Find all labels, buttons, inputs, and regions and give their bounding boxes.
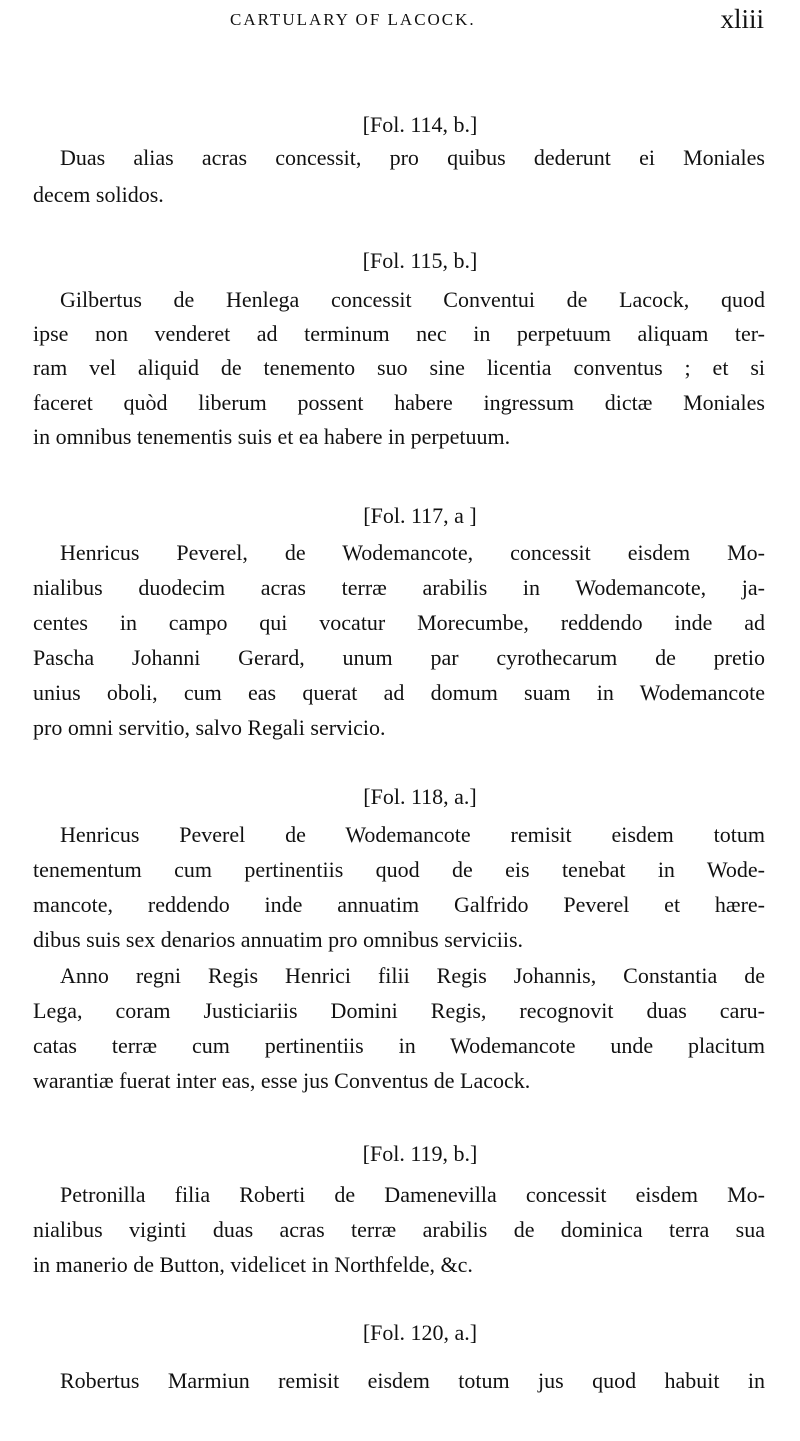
text-line: decem solidos.	[33, 182, 164, 207]
text-line: ram vel aliquid de tenemento suo sine licentia conventus ; et si	[33, 355, 765, 380]
folio-heading: [Fol. 119, b.]	[362, 1141, 478, 1166]
text-line: Duas alias acras concessit, pro quibus dederunt ei Moniales	[60, 145, 765, 170]
folio-heading: [Fol. 117, a ]	[363, 503, 477, 528]
text-line: pro omni servitio, salvo Regali servicio.	[33, 715, 386, 740]
page-number: xliii	[720, 4, 764, 34]
text-line: in omnibus tenementis suis et ea habere in perpetuum.	[33, 424, 511, 449]
text-line: nialibus viginti duas acras terræ arabilis de dominica terra sua	[33, 1217, 765, 1242]
text-line: dibus suis sex denarios annuatim pro omnibus serviciis.	[33, 927, 524, 952]
text-line: Petronilla filia Roberti de Damenevilla concessit eisdem Mo-	[60, 1182, 765, 1207]
text-line: faceret quòd liberum possent habere ingressum dictæ Moniales	[33, 390, 765, 415]
text-line: Henricus Peverel, de Wodemancote, concessit eisdem Mo-	[60, 540, 765, 565]
text-line: unius oboli, cum eas querat ad domum suam in Wodemancote	[33, 680, 765, 705]
text-line: Pascha Johanni Gerard, unum par cyrothecarum de pretio	[33, 645, 765, 670]
folio-heading: [Fol. 118, a.]	[363, 784, 477, 809]
text-line: centes in campo qui vocatur Morecumbe, reddendo inde ad	[33, 610, 765, 635]
folio-heading: [Fol. 115, b.]	[362, 248, 478, 273]
text-line: Robertus Marmiun remisit eisdem totum jus quod habuit in	[60, 1368, 765, 1393]
folio-heading: [Fol. 120, a.]	[362, 1320, 478, 1345]
text-line: warantiæ fuerat inter eas, esse jus Conventus de Lacock.	[33, 1068, 531, 1093]
text-line: tenementum cum pertinentiis quod de eis tenebat in Wode-	[33, 857, 765, 882]
text-line: in manerio de Button, videlicet in Northfelde, &c.	[33, 1252, 473, 1277]
text-line: Henricus Peverel de Wodemancote remisit eisdem totum	[60, 822, 765, 847]
text-line: Gilbertus de Henlega concessit Conventui de Lacock, quod	[60, 287, 765, 312]
folio-heading: [Fol. 114, b.]	[362, 112, 478, 137]
text-line: nialibus duodecim acras terræ arabilis in Wodemancote, ja-	[33, 575, 765, 600]
text-line: mancote, reddendo inde annuatim Galfrido Peverel et hære-	[33, 892, 765, 917]
text-line: catas terræ cum pertinentiis in Wodemancote unde placitum	[33, 1033, 765, 1058]
running-title: CARTULARY OF LACOCK.	[230, 10, 476, 29]
text-line: ipse non venderet ad terminum nec in perpetuum aliquam ter-	[33, 321, 765, 346]
text-line: Lega, coram Justiciariis Domini Regis, recognovit duas caru-	[33, 998, 765, 1023]
text-line: Anno regni Regis Henrici filii Regis Johannis, Constantia de	[60, 963, 765, 988]
